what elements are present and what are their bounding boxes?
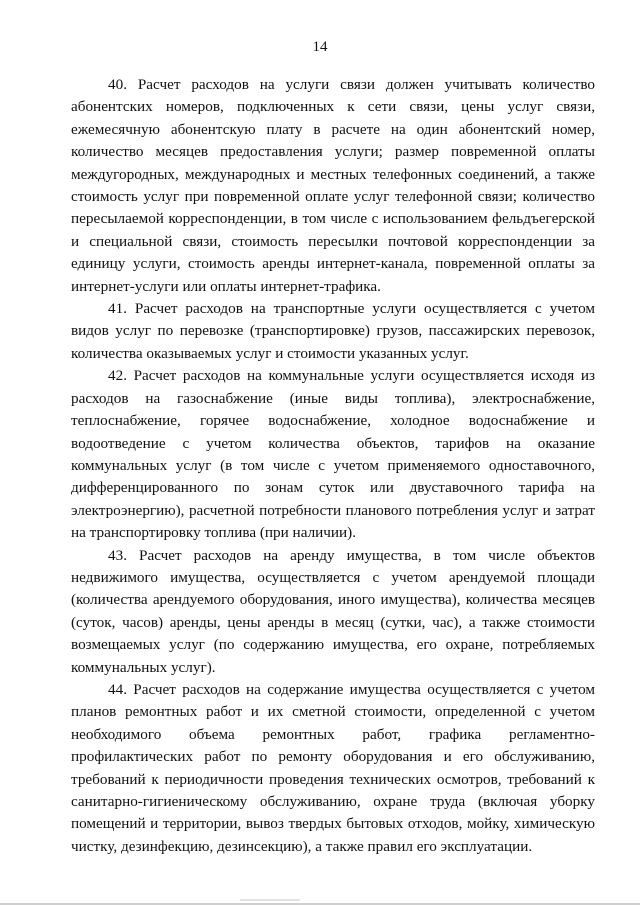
page-number: 14 — [312, 39, 328, 55]
paragraph-43: 43. Расчет расходов на аренду имущества, в том числе объектов недвижимого имущества, осуществляется с учетом арендуемой площади (количества арендуемого оборудования, иного имущества), количества месяцев (суток, часов) аренды, цены аренды в месяц (сутки, час), а также стоимости возмещаемых услуг (по содержанию имущества, его охране, потребляемых коммунальных услуг). — [71, 546, 595, 676]
paragraph-42: 42. Расчет расходов на коммунальные услуги осуществляется исходя из расходов на газоснабжение (иные виды топлива), электроснабжение, теплоснабжение, горячее водоснабжение, холодное водоснабжение и водоотведение с учетом количества объектов, тарифов на оказание коммунальных услуг (в том числе с учетом применяемого одноставочного, дифференцированного по зонам суток или двуставочного тарифа на электроэнергию), расчетной потребности планового потребления услуг и затрат на транспортировку топлива (при наличии). — [71, 367, 595, 542]
scan-artifact — [240, 899, 300, 901]
document-body — [71, 74, 595, 858]
paragraph-40: 40. Расчет расходов на услуги связи должен учитывать количество абонентских номеров, подключенных к сети связи, цены услуг связи, ежемесячную абонентскую плату в расчете на один абонентский номер, количество месяцев предоставления услуги; размер повременной оплаты междугородных, международных и местных телефонных соединений, а также стоимость услуг при повременной оплате услуг телефонной связи; количество пересылаемой корреспонденции, в том числе с использованием фельдъегерской и специальной связи, стоимость пересылки почтовой корреспонденции за единицу услуги, стоимость аренды интернет-канала, повременной оплаты за интернет-услуги или оплаты интернет-трафика. — [71, 76, 595, 295]
paragraph-41: 41. Расчет расходов на транспортные услуги осуществляется с учетом видов услуг по перевозке (транспортировке) грузов, пассажирских перевозок, количества оказываемых услуг и стоимости указанных услуг. — [71, 300, 595, 362]
paragraph-44: 44. Расчет расходов на содержание имущества осуществляется с учетом планов ремонтных работ и их сметной стоимости, определенной с учетом необходимого объема ремонтных работ, графика регламентно-профилактических работ по ремонту оборудования и его обслуживанию, требований к периодичности проведения технических осмотров, требований к санитарно-гигиеническому обслуживанию, охране труда (включая уборку помещений и территории, вывоз твердых бытовых отходов, мойку, химическую чистку, дезинфекцию, дезинсекцию), а также правил его эксплуатации. — [71, 680, 595, 855]
